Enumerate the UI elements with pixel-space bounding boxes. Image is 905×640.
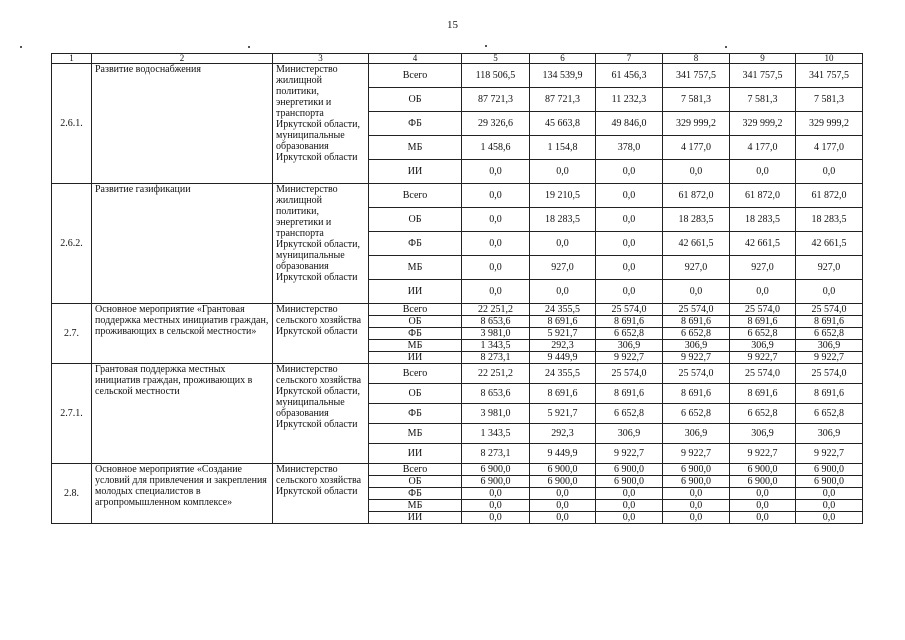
amount-cell: 0,0 xyxy=(596,232,663,256)
amount-cell: 18 283,5 xyxy=(796,208,863,232)
amount-cell: 0,0 xyxy=(462,500,530,512)
funding-source: ИИ xyxy=(369,160,462,184)
funding-source: Всего xyxy=(369,184,462,208)
amount-cell: 25 574,0 xyxy=(663,364,730,384)
amount-cell: 6 652,8 xyxy=(730,328,796,340)
column-number-4: 4 xyxy=(369,54,462,64)
amount-cell: 6 900,0 xyxy=(462,464,530,476)
amount-cell: 6 900,0 xyxy=(530,464,596,476)
amount-cell: 927,0 xyxy=(663,256,730,280)
amount-cell: 0,0 xyxy=(530,512,596,524)
amount-cell: 6 900,0 xyxy=(462,476,530,488)
amount-cell: 24 355,5 xyxy=(530,364,596,384)
funding-source: МБ xyxy=(369,424,462,444)
amount-cell: 11 232,3 xyxy=(596,88,663,112)
amount-cell: 6 900,0 xyxy=(730,476,796,488)
funding-source: Всего xyxy=(369,364,462,384)
funding-source: ИИ xyxy=(369,280,462,304)
amount-cell: 4 177,0 xyxy=(796,136,863,160)
amount-cell: 306,9 xyxy=(796,340,863,352)
amount-cell: 6 652,8 xyxy=(663,328,730,340)
amount-cell: 0,0 xyxy=(730,280,796,304)
amount-cell: 0,0 xyxy=(530,488,596,500)
section-name: Основное мероприятие «Создание условий для привлечения и закрепления молодых специалистов в агропромышленном комплексе» xyxy=(92,464,273,524)
amount-cell: 0,0 xyxy=(596,184,663,208)
amount-cell: 0,0 xyxy=(796,160,863,184)
amount-cell: 25 574,0 xyxy=(596,364,663,384)
amount-cell: 8 691,6 xyxy=(730,384,796,404)
amount-cell: 927,0 xyxy=(730,256,796,280)
amount-cell: 9 922,7 xyxy=(796,352,863,364)
amount-cell: 25 574,0 xyxy=(796,304,863,316)
amount-cell: 0,0 xyxy=(462,280,530,304)
amount-cell: 0,0 xyxy=(596,500,663,512)
funding-source: ФБ xyxy=(369,112,462,136)
amount-cell: 8 691,6 xyxy=(596,316,663,328)
amount-cell: 9 449,9 xyxy=(530,444,596,464)
amount-cell: 42 661,5 xyxy=(663,232,730,256)
column-number-3: 3 xyxy=(273,54,369,64)
amount-cell: 0,0 xyxy=(663,500,730,512)
amount-cell: 5 921,7 xyxy=(530,404,596,424)
amount-cell: 6 900,0 xyxy=(796,476,863,488)
funding-source: МБ xyxy=(369,340,462,352)
amount-cell: 0,0 xyxy=(462,184,530,208)
amount-cell: 6 652,8 xyxy=(596,404,663,424)
amount-cell: 306,9 xyxy=(663,340,730,352)
section-name: Грантовая поддержка местных инициатив граждан, проживающих в сельской местности xyxy=(92,364,273,464)
amount-cell: 329 999,2 xyxy=(663,112,730,136)
funding-source: Всего xyxy=(369,304,462,316)
responsible-executor: Министерство жилищной политики, энергетики и транспорта Иркутской области, муниципальные образования Иркутской области xyxy=(273,64,369,184)
amount-cell: 0,0 xyxy=(796,488,863,500)
amount-cell: 7 581,3 xyxy=(730,88,796,112)
amount-cell: 3 981,0 xyxy=(462,328,530,340)
amount-cell: 306,9 xyxy=(663,424,730,444)
funding-source: ОБ xyxy=(369,476,462,488)
amount-cell: 19 210,5 xyxy=(530,184,596,208)
amount-cell: 134 539,9 xyxy=(530,64,596,88)
amount-cell: 6 652,8 xyxy=(663,404,730,424)
amount-cell: 0,0 xyxy=(596,208,663,232)
amount-cell: 292,3 xyxy=(530,424,596,444)
amount-cell: 0,0 xyxy=(730,160,796,184)
column-number-9: 9 xyxy=(730,54,796,64)
amount-cell: 6 900,0 xyxy=(596,476,663,488)
amount-cell: 61 872,0 xyxy=(730,184,796,208)
budget-table-body xyxy=(52,54,863,524)
amount-cell: 9 449,9 xyxy=(530,352,596,364)
amount-cell: 8 653,6 xyxy=(462,316,530,328)
amount-cell: 0,0 xyxy=(530,500,596,512)
amount-cell: 8 273,1 xyxy=(462,352,530,364)
amount-cell: 292,3 xyxy=(530,340,596,352)
funding-source: ФБ xyxy=(369,232,462,256)
amount-cell: 6 652,8 xyxy=(796,328,863,340)
column-number-8: 8 xyxy=(663,54,730,64)
amount-cell: 7 581,3 xyxy=(796,88,863,112)
amount-cell: 6 652,8 xyxy=(796,404,863,424)
amount-cell: 341 757,5 xyxy=(730,64,796,88)
responsible-executor: Министерство жилищной политики, энергетики и транспорта Иркутской области, муниципальные образования Иркутской области xyxy=(273,184,369,304)
table-row xyxy=(52,364,863,384)
amount-cell: 1 343,5 xyxy=(462,340,530,352)
funding-source: ФБ xyxy=(369,404,462,424)
scan-speck xyxy=(725,46,727,48)
amount-cell: 8 691,6 xyxy=(663,384,730,404)
amount-cell: 0,0 xyxy=(730,500,796,512)
funding-source: Всего xyxy=(369,464,462,476)
amount-cell: 378,0 xyxy=(596,136,663,160)
table-row xyxy=(52,304,863,316)
amount-cell: 0,0 xyxy=(462,160,530,184)
amount-cell: 18 283,5 xyxy=(730,208,796,232)
scan-speck xyxy=(248,46,250,48)
amount-cell: 341 757,5 xyxy=(663,64,730,88)
page-number: 15 xyxy=(447,19,458,31)
amount-cell: 927,0 xyxy=(530,256,596,280)
amount-cell: 8 691,6 xyxy=(530,316,596,328)
amount-cell: 61 872,0 xyxy=(663,184,730,208)
amount-cell: 329 999,2 xyxy=(730,112,796,136)
funding-source: ФБ xyxy=(369,328,462,340)
amount-cell: 0,0 xyxy=(462,512,530,524)
section-number: 2.6.2. xyxy=(52,184,92,304)
amount-cell: 9 922,7 xyxy=(596,352,663,364)
funding-source: МБ xyxy=(369,256,462,280)
amount-cell: 0,0 xyxy=(796,500,863,512)
amount-cell: 9 922,7 xyxy=(663,444,730,464)
amount-cell: 9 922,7 xyxy=(596,444,663,464)
responsible-executor: Министерство сельского хозяйства Иркутской области xyxy=(273,464,369,524)
responsible-executor: Министерство сельского хозяйства Иркутской области, муниципальные образования Иркутской области xyxy=(273,364,369,464)
amount-cell: 0,0 xyxy=(530,160,596,184)
amount-cell: 7 581,3 xyxy=(663,88,730,112)
amount-cell: 8 691,6 xyxy=(796,384,863,404)
amount-cell: 306,9 xyxy=(730,424,796,444)
amount-cell: 0,0 xyxy=(530,280,596,304)
amount-cell: 8 653,6 xyxy=(462,384,530,404)
funding-source: ОБ xyxy=(369,316,462,328)
amount-cell: 3 981,0 xyxy=(462,404,530,424)
amount-cell: 0,0 xyxy=(663,512,730,524)
funding-source: Всего xyxy=(369,64,462,88)
amount-cell: 306,9 xyxy=(796,424,863,444)
amount-cell: 0,0 xyxy=(663,160,730,184)
amount-cell: 18 283,5 xyxy=(663,208,730,232)
section-name: Развитие водоснабжения xyxy=(92,64,273,184)
amount-cell: 306,9 xyxy=(730,340,796,352)
column-number-5: 5 xyxy=(462,54,530,64)
section-number: 2.7. xyxy=(52,304,92,364)
amount-cell: 0,0 xyxy=(730,512,796,524)
amount-cell: 42 661,5 xyxy=(796,232,863,256)
amount-cell: 0,0 xyxy=(462,256,530,280)
amount-cell: 927,0 xyxy=(796,256,863,280)
responsible-executor: Министерство сельского хозяйства Иркутской области xyxy=(273,304,369,364)
section-name: Основное мероприятие «Грантовая поддержка местных инициатив граждан, проживающих в сельской местности» xyxy=(92,304,273,364)
budget-table xyxy=(51,53,863,524)
column-number-1: 1 xyxy=(52,54,92,64)
amount-cell: 9 922,7 xyxy=(730,444,796,464)
amount-cell: 118 506,5 xyxy=(462,64,530,88)
amount-cell: 4 177,0 xyxy=(730,136,796,160)
amount-cell: 9 922,7 xyxy=(796,444,863,464)
amount-cell: 329 999,2 xyxy=(796,112,863,136)
amount-cell: 0,0 xyxy=(730,488,796,500)
amount-cell: 61 456,3 xyxy=(596,64,663,88)
amount-cell: 25 574,0 xyxy=(796,364,863,384)
amount-cell: 61 872,0 xyxy=(796,184,863,208)
amount-cell: 0,0 xyxy=(596,488,663,500)
amount-cell: 6 900,0 xyxy=(530,476,596,488)
funding-source: ФБ xyxy=(369,488,462,500)
column-number-7: 7 xyxy=(596,54,663,64)
funding-source: МБ xyxy=(369,136,462,160)
amount-cell: 6 652,8 xyxy=(596,328,663,340)
amount-cell: 25 574,0 xyxy=(730,364,796,384)
amount-cell: 24 355,5 xyxy=(530,304,596,316)
amount-cell: 0,0 xyxy=(796,512,863,524)
funding-source: ОБ xyxy=(369,384,462,404)
amount-cell: 0,0 xyxy=(596,280,663,304)
funding-source: ОБ xyxy=(369,88,462,112)
amount-cell: 87 721,3 xyxy=(530,88,596,112)
amount-cell: 4 177,0 xyxy=(663,136,730,160)
amount-cell: 87 721,3 xyxy=(462,88,530,112)
amount-cell: 306,9 xyxy=(596,424,663,444)
amount-cell: 0,0 xyxy=(596,160,663,184)
funding-source: МБ xyxy=(369,500,462,512)
amount-cell: 8 691,6 xyxy=(530,384,596,404)
amount-cell: 341 757,5 xyxy=(796,64,863,88)
section-number: 2.7.1. xyxy=(52,364,92,464)
amount-cell: 6 900,0 xyxy=(796,464,863,476)
amount-cell: 6 652,8 xyxy=(730,404,796,424)
amount-cell: 8 691,6 xyxy=(663,316,730,328)
amount-cell: 8 691,6 xyxy=(596,384,663,404)
amount-cell: 25 574,0 xyxy=(730,304,796,316)
amount-cell: 306,9 xyxy=(596,340,663,352)
amount-cell: 1 154,8 xyxy=(530,136,596,160)
funding-source: ИИ xyxy=(369,444,462,464)
amount-cell: 29 326,6 xyxy=(462,112,530,136)
scan-speck xyxy=(485,45,487,47)
amount-cell: 8 273,1 xyxy=(462,444,530,464)
amount-cell: 9 922,7 xyxy=(663,352,730,364)
scan-speck xyxy=(20,46,22,48)
table-row xyxy=(52,184,863,208)
amount-cell: 25 574,0 xyxy=(596,304,663,316)
amount-cell: 8 691,6 xyxy=(796,316,863,328)
amount-cell: 0,0 xyxy=(663,280,730,304)
amount-cell: 6 900,0 xyxy=(663,464,730,476)
amount-cell: 9 922,7 xyxy=(730,352,796,364)
section-name: Развитие газификации xyxy=(92,184,273,304)
amount-cell: 6 900,0 xyxy=(663,476,730,488)
funding-source: ОБ xyxy=(369,208,462,232)
amount-cell: 1 343,5 xyxy=(462,424,530,444)
amount-cell: 0,0 xyxy=(462,232,530,256)
column-number-10: 10 xyxy=(796,54,863,64)
amount-cell: 49 846,0 xyxy=(596,112,663,136)
column-number-header-row xyxy=(52,54,863,64)
column-number-2: 2 xyxy=(92,54,273,64)
amount-cell: 0,0 xyxy=(462,208,530,232)
column-number-6: 6 xyxy=(530,54,596,64)
amount-cell: 6 900,0 xyxy=(596,464,663,476)
amount-cell: 8 691,6 xyxy=(730,316,796,328)
amount-cell: 0,0 xyxy=(530,232,596,256)
amount-cell: 1 458,6 xyxy=(462,136,530,160)
table-row xyxy=(52,464,863,476)
funding-source: ИИ xyxy=(369,512,462,524)
amount-cell: 0,0 xyxy=(663,488,730,500)
amount-cell: 6 900,0 xyxy=(730,464,796,476)
table-row xyxy=(52,64,863,88)
amount-cell: 42 661,5 xyxy=(730,232,796,256)
amount-cell: 0,0 xyxy=(796,280,863,304)
amount-cell: 18 283,5 xyxy=(530,208,596,232)
amount-cell: 22 251,2 xyxy=(462,304,530,316)
funding-source: ИИ xyxy=(369,352,462,364)
section-number: 2.8. xyxy=(52,464,92,524)
amount-cell: 22 251,2 xyxy=(462,364,530,384)
amount-cell: 0,0 xyxy=(462,488,530,500)
amount-cell: 0,0 xyxy=(596,256,663,280)
amount-cell: 45 663,8 xyxy=(530,112,596,136)
amount-cell: 25 574,0 xyxy=(663,304,730,316)
amount-cell: 5 921,7 xyxy=(530,328,596,340)
amount-cell: 0,0 xyxy=(596,512,663,524)
section-number: 2.6.1. xyxy=(52,64,92,184)
